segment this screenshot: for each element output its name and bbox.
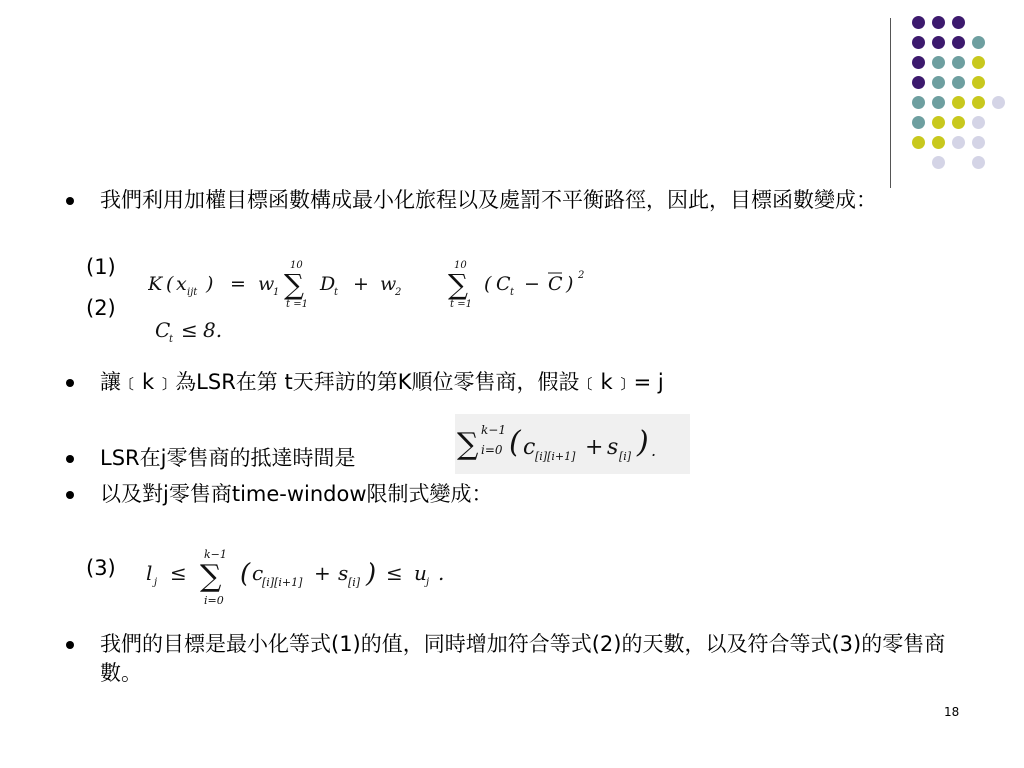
equation-label-1: (1): [86, 255, 116, 279]
svg-text:C: C: [548, 273, 563, 295]
bullet-text: 讓﹝k﹞為LSR在第 t天拜訪的第K順位零售商，假設﹝k﹞= j: [100, 370, 664, 394]
bullet-goal: [100, 630, 950, 688]
equation-3: [142, 542, 542, 612]
decorative-dot: [952, 116, 965, 129]
svg-text:C: C: [496, 273, 511, 295]
svg-text:): ): [366, 559, 377, 589]
svg-text:+: +: [353, 273, 369, 295]
svg-text:ijt: ijt: [187, 287, 198, 298]
decorative-dot: [972, 76, 985, 89]
bullet-arrival-time: [100, 444, 460, 473]
decorative-dot: [932, 136, 945, 149]
decorative-dot: [912, 76, 925, 89]
bullet-text: 我們的目標是最小化等式(1)的值，同時增加符合等式(2)的天數，以及符合等式(3)的零售商數。: [100, 632, 946, 685]
svg-text:[i]: [i]: [348, 576, 361, 589]
svg-text:(: (: [240, 559, 251, 589]
svg-text:): ): [566, 273, 574, 295]
svg-text:c: c: [523, 435, 536, 460]
decorative-dot: [952, 16, 965, 29]
bullet-text: 我們利用加權目標函數構成最小化旅程以及處罰不平衡路徑，因此，目標函數變成：: [100, 188, 877, 212]
decorative-dot: [952, 136, 965, 149]
bullet-mark: [66, 641, 74, 649]
bullet-mark: [66, 197, 74, 205]
svg-text:2: 2: [578, 270, 585, 281]
svg-text:C: C: [155, 318, 171, 342]
svg-text:∑: ∑: [448, 268, 468, 301]
svg-text:∑: ∑: [284, 268, 304, 301]
svg-text:w: w: [258, 273, 275, 295]
bullet-weighted-objective: [100, 186, 960, 215]
bullet-mark: [66, 379, 74, 387]
svg-text:2: 2: [395, 287, 402, 298]
svg-text:t =1: t =1: [286, 299, 308, 310]
svg-text:≤: ≤: [170, 561, 187, 585]
equation-arrival-graphic: [455, 414, 690, 470]
equation-arrival-time: [455, 414, 690, 474]
decorative-dot: [932, 156, 945, 169]
equation-2-graphic: [155, 312, 255, 348]
decorative-dot: [952, 76, 965, 89]
bullet-text: LSR在j零售商的抵達時間是: [100, 446, 356, 470]
svg-text:≤: ≤: [181, 318, 198, 342]
svg-text:(: (: [509, 425, 521, 460]
decorative-dot: [912, 116, 925, 129]
svg-text:+: +: [585, 435, 604, 460]
svg-text:t: t: [334, 287, 339, 298]
svg-text:8.: 8.: [203, 318, 223, 342]
decorative-dot: [932, 36, 945, 49]
decorative-dot: [932, 56, 945, 69]
svg-text:c: c: [252, 561, 264, 585]
svg-text:s: s: [607, 435, 619, 460]
svg-text:10: 10: [454, 260, 467, 271]
svg-text:1: 1: [273, 287, 280, 298]
bullet-mark: [66, 455, 74, 463]
decorative-dot: [912, 136, 925, 149]
svg-text:k−1: k−1: [481, 423, 506, 437]
svg-text:10: 10: [290, 260, 303, 271]
bullet-kth-retailer: [100, 368, 960, 397]
equation-3-graphic: [142, 542, 542, 608]
decorative-dot: [932, 16, 945, 29]
decorative-dot: [912, 96, 925, 109]
svg-text:∑: ∑: [200, 559, 222, 594]
decorative-divider: [890, 18, 891, 188]
decorative-dot: [972, 36, 985, 49]
svg-text:t: t: [169, 334, 174, 345]
svg-text:D: D: [320, 273, 336, 295]
bullet-time-window: [100, 480, 960, 509]
svg-text:≤: ≤: [386, 561, 403, 585]
decorative-dot: [992, 96, 1005, 109]
svg-text:=: =: [230, 273, 246, 295]
decorative-dot: [952, 56, 965, 69]
svg-text:(: (: [166, 273, 174, 295]
bullet-text: 以及對j零售商time-window限制式變成：: [100, 482, 493, 506]
decorative-dot: [932, 96, 945, 109]
equation-1-graphic: [148, 258, 648, 310]
decorative-dot: [932, 116, 945, 129]
svg-text:−: −: [524, 273, 540, 295]
equation-1: [148, 258, 648, 315]
decorative-dot: [972, 156, 985, 169]
decorative-dot: [952, 36, 965, 49]
svg-text:j: j: [426, 577, 430, 588]
decorative-dot: [972, 116, 985, 129]
svg-text:[i]: [i]: [619, 450, 632, 463]
svg-text:x: x: [176, 273, 187, 295]
svg-text:k−1: k−1: [204, 548, 227, 561]
decorative-dot: [952, 96, 965, 109]
svg-text:u: u: [414, 561, 427, 585]
svg-text:.: .: [438, 561, 445, 585]
svg-text:s: s: [338, 561, 349, 585]
svg-text:): ): [637, 425, 649, 460]
svg-text:i=0: i=0: [204, 594, 224, 607]
svg-text:w: w: [380, 273, 397, 295]
decorative-dot: [972, 56, 985, 69]
svg-text:(: (: [484, 273, 492, 295]
bullet-mark: [66, 491, 74, 499]
svg-text:t =1: t =1: [450, 299, 472, 310]
svg-text:i=0: i=0: [481, 443, 503, 457]
equation-label-2: (2): [86, 296, 116, 320]
svg-text:[i][i+1]: [i][i+1]: [535, 450, 576, 463]
decorative-dot: [912, 16, 925, 29]
decorative-dot: [912, 36, 925, 49]
svg-text:[i][i+1]: [i][i+1]: [262, 576, 303, 589]
page-number: 18: [944, 705, 960, 719]
svg-text:∑: ∑: [457, 427, 479, 462]
decorative-dot: [972, 96, 985, 109]
svg-text:l: l: [146, 561, 153, 585]
decorative-dot: [972, 136, 985, 149]
svg-text:K: K: [148, 273, 163, 295]
svg-text:j: j: [154, 577, 158, 588]
decorative-dot: [912, 56, 925, 69]
svg-text:+: +: [314, 561, 331, 585]
decorative-dot: [932, 76, 945, 89]
equation-2: [155, 312, 255, 352]
svg-text:t: t: [510, 287, 515, 298]
svg-text:.: .: [651, 441, 657, 460]
equation-label-3: (3): [86, 556, 116, 580]
svg-text:): ): [206, 273, 214, 295]
